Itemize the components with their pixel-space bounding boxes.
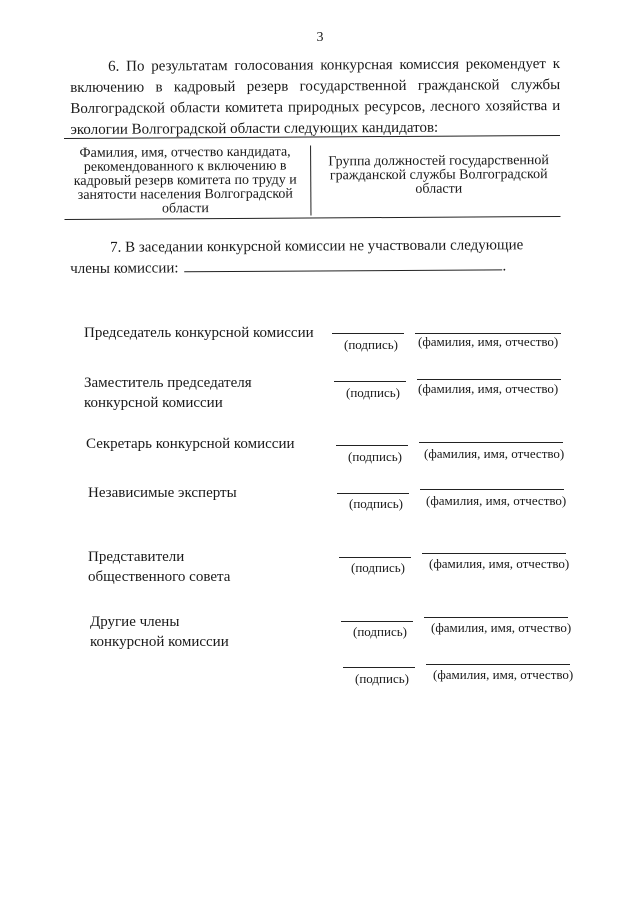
paragraph-7-suffix: . <box>502 258 507 275</box>
signature-line <box>334 381 406 382</box>
name-line <box>426 664 570 665</box>
signature-caption: (подпись) <box>348 449 402 464</box>
table-header-candidate: Фамилия, имя, отчество кандидата, рекомендованного к включению в кадровый резерв комитета по труду и занятости населения Волгоградской области <box>64 145 311 217</box>
absent-members-fill-line <box>184 257 502 272</box>
signature-line <box>341 621 413 622</box>
signature-label-deputy-chairman: Заместитель председателя конкурсной комиссии <box>84 375 252 411</box>
page-number: 3 <box>316 30 324 45</box>
signature-caption: (подпись) <box>355 671 409 686</box>
paragraph-7-prefix: члены комиссии: <box>70 260 179 277</box>
name-line <box>424 617 568 618</box>
signature-caption: (подпись) <box>344 337 398 352</box>
table-bottom-rule <box>64 216 560 220</box>
table-header-position-group: Группа должностей государственной гражданской службы Волгоградской области <box>328 153 549 197</box>
name-line <box>419 442 563 443</box>
paragraph-7-line1: 7. В заседании конкурсной комиссии не участвовали следующие <box>110 237 524 256</box>
signature-caption: (подпись) <box>349 496 403 511</box>
signature-line <box>332 333 404 334</box>
signature-caption: (подпись) <box>351 560 405 575</box>
signature-caption: (подпись) <box>346 385 400 400</box>
candidates-table <box>64 135 560 220</box>
signature-line <box>336 445 408 446</box>
paragraph-7 <box>70 235 562 280</box>
name-caption: (фамилия, имя, отчество) <box>426 493 567 508</box>
signature-line <box>339 557 411 558</box>
paragraph-6-text: 6. По результатам голосования конкурсная комиссия рекомендует к включению в кадровый резерв государственной гражданской службы Волгоградской области комитета природных ресурсов, лесного хозяйства и экологии Волгоградской области следующих кандидатов: <box>70 56 561 138</box>
name-caption: (фамилия, имя, отчество) <box>431 620 572 635</box>
signature-label-chairman: Председатель конкурсной комиссии <box>84 325 314 341</box>
signature-caption: (подпись) <box>353 624 407 639</box>
signature-line <box>343 667 415 668</box>
signature-label-public-council: Представители общественного совета <box>88 549 231 585</box>
signature-label-secretary: Секретарь конкурсной комиссии <box>86 436 295 452</box>
signature-label-other-members: Другие члены конкурсной комиссии <box>90 614 229 650</box>
name-caption: (фамилия, имя, отчество) <box>424 446 565 461</box>
paragraph-6 <box>70 54 561 141</box>
name-line <box>420 489 564 490</box>
name-line <box>417 379 561 380</box>
name-caption: (фамилия, имя, отчество) <box>418 381 559 396</box>
name-caption: (фамилия, имя, отчество) <box>429 556 570 571</box>
signature-label-independent-experts: Независимые эксперты <box>88 485 237 501</box>
name-caption: (фамилия, имя, отчество) <box>418 334 559 349</box>
name-line <box>422 553 566 554</box>
name-caption: (фамилия, имя, отчество) <box>433 667 574 682</box>
signature-line <box>337 493 409 494</box>
